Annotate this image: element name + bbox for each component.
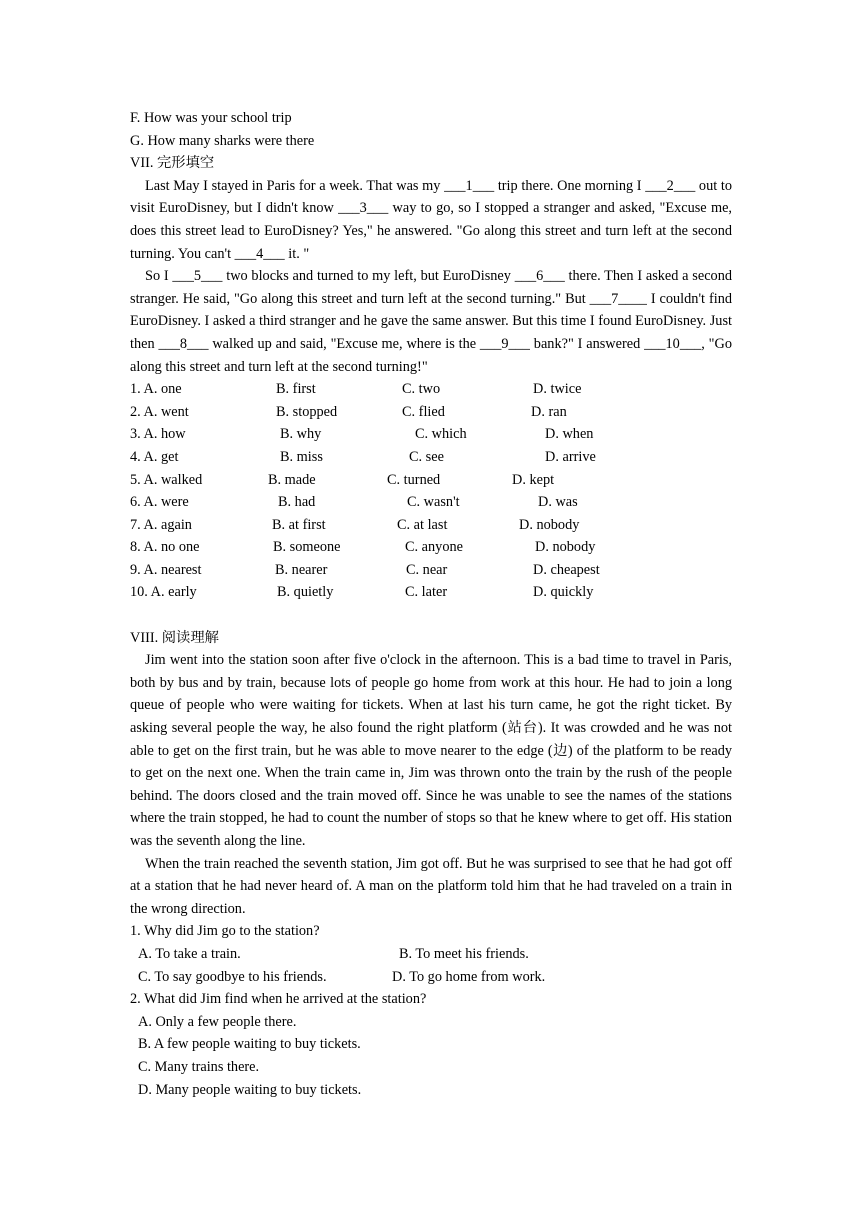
option-row-7: [130, 514, 732, 537]
option-b: B. stopped: [276, 403, 338, 420]
option-a: 5. A. walked: [130, 471, 203, 488]
option-c: C. near: [406, 561, 448, 578]
option-c: C. at last: [397, 516, 448, 533]
option-a: 10. A. early: [130, 584, 197, 601]
question-2-choice-b: B. A few people waiting to buy tickets.: [138, 1036, 361, 1053]
option-row-8: [130, 536, 732, 559]
option-row-10: [130, 581, 732, 604]
reading-paragraph-1: Jim went into the station soon after five o'clock in the afternoon. This is a bad time to travel in Paris, both by bus and by train, because lots of people go home from work at this hour. He had to join a long queue of people who were waiting for tickets. When at last his turn came, he got the right ticket. By asking several people the way, he also found the right platform (站台). It was crowded and he was not able to get on the first train, but he was able to move nearer to the edge (边) of the platform to be ready to get on the next one. When the train came in, Jim was thrown onto the train by the rush of the people behind. The doors closed and the train moved off. Since he was unable to see the names of the stations where the train stopped, he had to count the number of stops so that he knew where to get off. His station was the seventh along the line.: [130, 652, 732, 849]
section-spacer: [130, 604, 732, 627]
question-2: 2. What did Jim find when he arrived at the station?: [130, 991, 427, 1008]
choice-d: D. To go home from work.: [392, 968, 546, 985]
question-1-choices-row-1: [130, 943, 732, 966]
option-row-2: [130, 401, 732, 424]
option-b: B. why: [280, 426, 322, 443]
option-c: C. two: [402, 381, 441, 398]
cloze-paragraph-1: Last May I stayed in Paris for a week. That was my ___1___ trip there. One morning I ___2___ out to visit EuroDisney, but I didn't know ___3___ way to go, so I stopped a stranger and asked, "Excuse me, does this street lead to EuroDisney? Yes," he answered. "Go along this street and turn left at the second turning. You can't ___4___ it. ": [130, 177, 732, 262]
option-c: C. which: [415, 426, 467, 443]
option-d: D. ran: [531, 403, 567, 420]
option-row-3: [130, 423, 732, 446]
cloze-options: [130, 378, 732, 604]
option-d: D. arrive: [545, 448, 596, 465]
option-a: 4. A. get: [130, 448, 179, 465]
choice-a: A. To take a train.: [138, 945, 241, 962]
section-8-heading: VIII. 阅读理解: [130, 629, 219, 646]
option-d: D. when: [545, 426, 594, 443]
option-a: 8. A. no one: [130, 539, 200, 556]
option-b: B. had: [278, 494, 316, 511]
option-b: B. nearer: [275, 561, 328, 578]
option-d: D. nobody: [519, 516, 580, 533]
option-row-5: [130, 469, 732, 492]
option-b: B. miss: [280, 448, 323, 465]
option-b: B. made: [268, 471, 316, 488]
option-row-1: [130, 378, 732, 401]
choice-c: C. To say goodbye to his friends.: [138, 968, 327, 985]
option-a: 6. A. were: [130, 494, 189, 511]
option-c: C. flied: [402, 403, 445, 420]
option-row-9: [130, 559, 732, 582]
question-2-choice-c: C. Many trains there.: [138, 1058, 260, 1075]
option-a: 2. A. went: [130, 403, 189, 420]
option-a: 1. A. one: [130, 381, 182, 398]
list-item-g: G. How many sharks were there: [130, 132, 315, 149]
option-d: D. cheapest: [533, 561, 600, 578]
option-d: D. twice: [533, 381, 582, 398]
question-2-choice-a: A. Only a few people there.: [138, 1013, 297, 1030]
option-b: B. at first: [272, 516, 326, 533]
option-c: C. later: [405, 584, 448, 601]
option-d: D. was: [538, 494, 578, 511]
option-c: C. see: [409, 448, 444, 465]
option-b: B. someone: [273, 539, 341, 556]
option-c: C. wasn't: [407, 494, 460, 511]
option-d: D. quickly: [533, 584, 594, 601]
option-c: C. anyone: [405, 539, 463, 556]
list-item-f: F. How was your school trip: [130, 110, 292, 126]
option-a: 9. A. nearest: [130, 561, 202, 578]
section-7-heading: VII. 完形填空: [130, 155, 215, 172]
option-d: D. nobody: [535, 539, 596, 556]
option-d: D. kept: [512, 471, 555, 488]
option-a: 7. A. again: [130, 516, 192, 533]
choice-b: B. To meet his friends.: [399, 945, 529, 962]
document-content: [130, 107, 732, 1101]
option-b: B. quietly: [277, 584, 334, 601]
option-b: B. first: [276, 381, 316, 398]
question-1: 1. Why did Jim go to the station?: [130, 923, 320, 940]
option-a: 3. A. how: [130, 426, 186, 443]
cloze-paragraph-2: So I ___5___ two blocks and turned to my left, but EuroDisney ___6___ there. Then I asked a second stranger. He said, "Go along this street and turn left at the second turning." But ___7____ I couldn't find EuroDisney. I asked a third stranger and he gave the same answer. But this time I found EuroDisney. Just then ___8___ walked up and said, "Excuse me, where is the ___9___ bank?" I answered ___10___, "Go along this street and turn left at the second turning!": [130, 268, 732, 375]
option-row-6: [130, 491, 732, 514]
question-1-choices-row-2: [130, 966, 732, 989]
reading-paragraph-2: When the train reached the seventh station, Jim got off. But he was surprised to see that he had got off at a station that he had never heard of. A man on the platform told him that he had traveled on a train in the wrong direction.: [130, 855, 732, 917]
option-c: C. turned: [387, 471, 441, 488]
option-row-4: [130, 446, 732, 469]
question-2-choice-d: D. Many people waiting to buy tickets.: [138, 1081, 362, 1098]
